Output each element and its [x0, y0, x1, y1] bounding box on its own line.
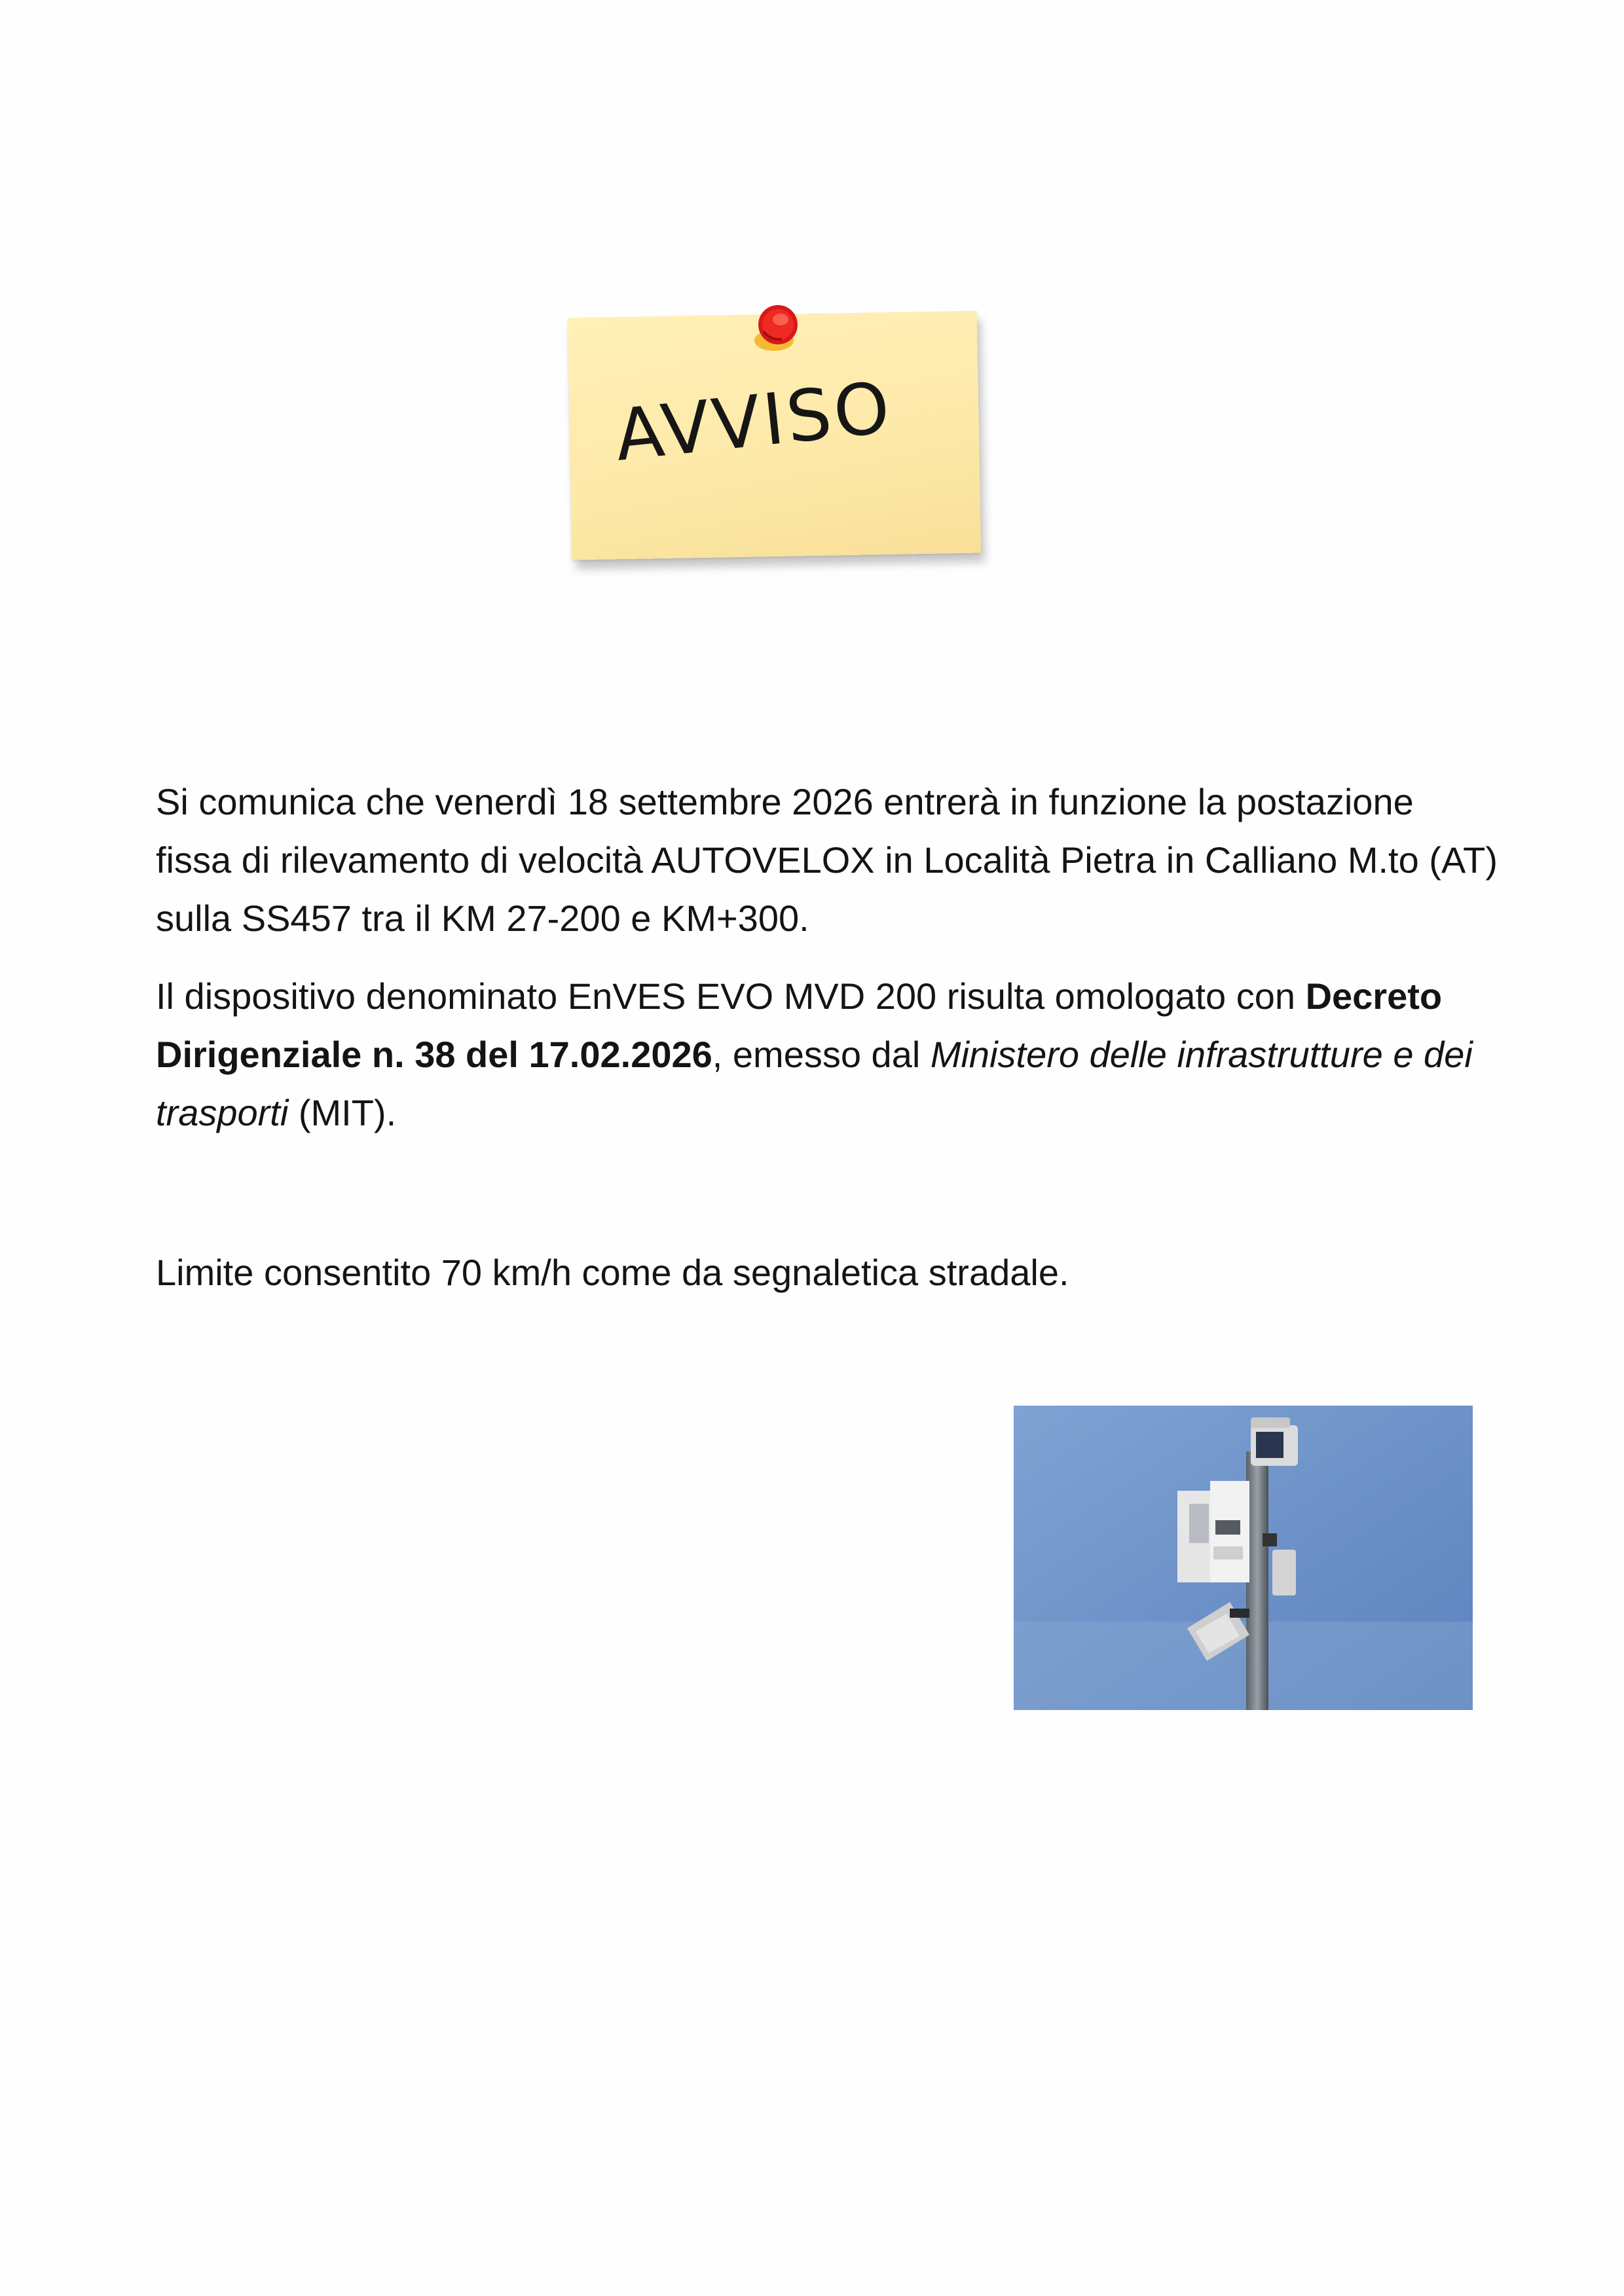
- paragraph-device: [156, 967, 1498, 1142]
- device-text-end: (MIT).: [288, 1092, 397, 1133]
- speed-camera-photo: [1014, 1406, 1473, 1710]
- ministry-name: Ministero delle infrastrutture e dei trasporti: [156, 1034, 1473, 1133]
- avviso-sticky-note: [560, 308, 992, 583]
- decree-reference: Decreto Dirigenziale n. 38 del 17.02.2026: [156, 975, 1443, 1075]
- push-pin-icon: [747, 300, 805, 359]
- device-text-mid: , emesso dal: [712, 1034, 931, 1075]
- notice-title: AVVISO: [611, 367, 896, 477]
- paragraph-activation: Si comunica che venerdì 18 settembre 2026 entrerà in funzione la postazione fissa di rilevamento di velocità AUTOVELOX in Località Pietra in Calliano M.to (AT) sulla SS457 tra il KM 27-200 e KM+300.: [156, 781, 1498, 939]
- notice-body: [156, 773, 1498, 1302]
- paragraph-speed-limit: Limite consentito 70 km/h come da segnaletica stradale.: [156, 1252, 1069, 1293]
- device-text-start: Il dispositivo denominato EnVES EVO MVD 200 risulta omologato con: [156, 975, 1306, 1017]
